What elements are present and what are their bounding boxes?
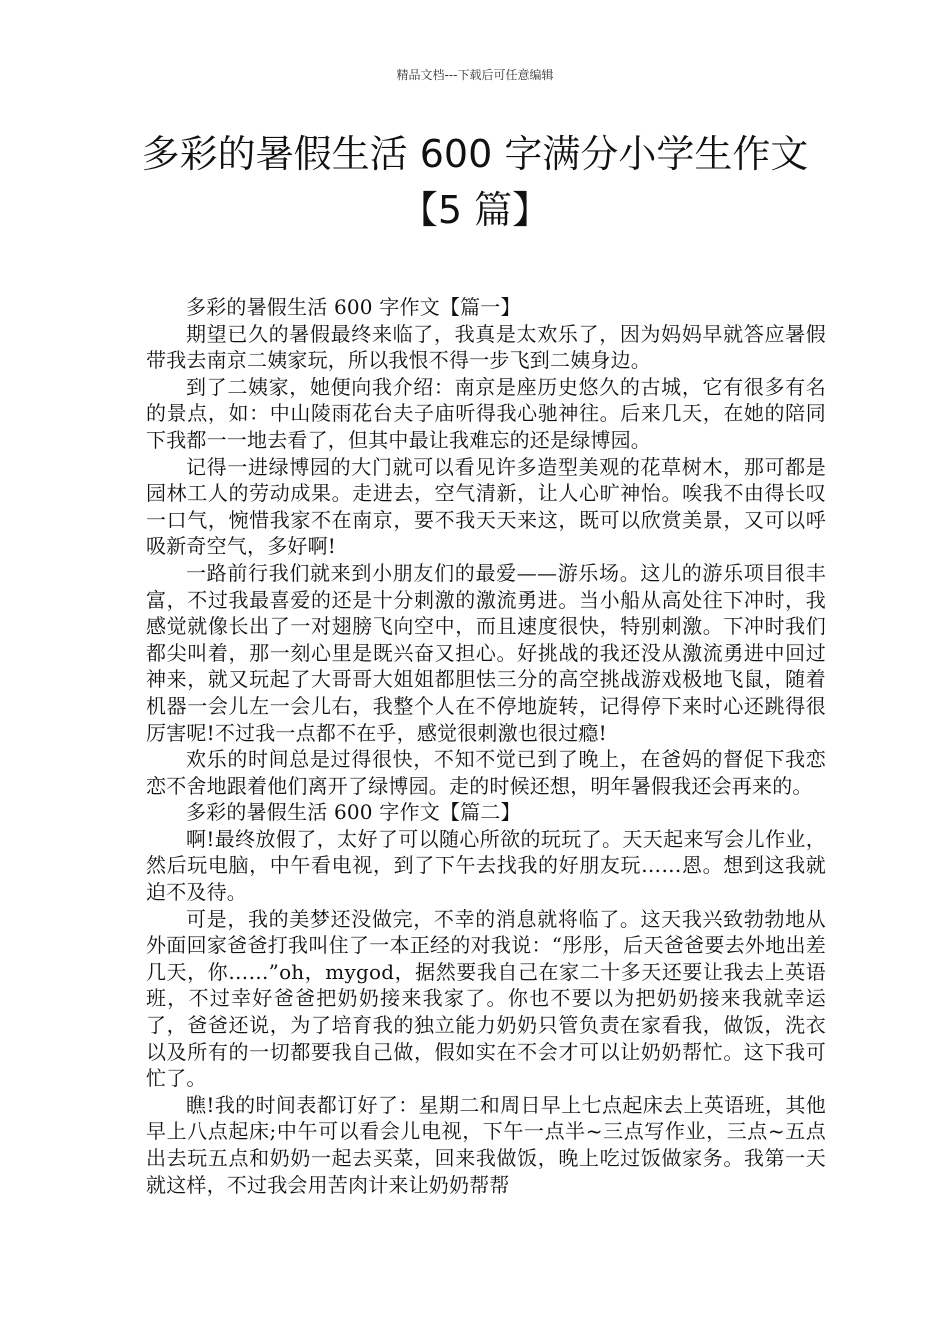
paragraph: 期望已久的暑假最终来临了，我真是太欢乐了，因为妈妈早就答应暑假带我去南京二姨家玩，所以我恨不得一步飞到二姨身边。 — [146, 321, 826, 373]
paragraph: 瞧!我的时间表都订好了：星期二和周日早上七点起床去上英语班，其他早上八点起床;中午可以看会儿电视，下午一点半~三点写作业，三点~五点出去玩五点和奶奶一起去买菜，回来我做饭，晚上吃过饭做家务。我第一天就这样，不过我会用苦肉计来让奶奶帮帮 — [146, 1092, 826, 1197]
article-body — [146, 294, 826, 1198]
section-heading: 多彩的暑假生活 600 字作文【篇二】 — [186, 800, 521, 825]
page-title — [0, 126, 950, 238]
paragraph: 欢乐的时间总是过得很快，不知不觉已到了晚上，在爸妈的督促下我恋恋不舍地跟着他们离开了绿博园。走的时候还想，明年暑假我还会再来的。 — [146, 747, 826, 798]
paragraph: 到了二姨家，她便向我介绍：南京是座历史悠久的古城，它有很多有名的景点，如：中山陵雨花台夫子庙听得我心驰神往。后来几天，在她的陪同下我都一一地去看了，但其中最让我难忘的还是绿博园。 — [146, 374, 826, 452]
paragraph: 一路前行我们就来到小朋友们的最爱——游乐场。这儿的游乐项目很丰富，不过我最喜爱的还是十分刺激的激流勇进。当小船从高处往下冲时，我感觉就像长出了一对翅膀飞向空中，而且速度很快，特别刺激。下冲时我们都尖叫着，那一刻心里是既兴奋又担心。好挑战的我还没从激流勇进中回过神来，就又玩起了大哥哥大姐姐都胆怯三分的高空挑战游戏极地飞鼠，随着机器一会儿左一会儿右，我整个人在不停地旋转，记得停下来时心还跳得很厉害呢!不过我一点都不在乎，感觉很刺激也很过瘾! — [146, 560, 826, 745]
title-line-2: 【5 篇】 — [399, 188, 551, 232]
title-line-1: 多彩的暑假生活 600 字满分小学生作文 — [141, 132, 809, 176]
paragraph: 啊!最终放假了，太好了可以随心所欲的玩玩了。天天起来写会儿作业，然后玩电脑，中午看电视，到了下午去找我的好朋友玩……恩。想到这我就迫不及待。 — [146, 826, 826, 905]
paragraph: 记得一进绿博园的大门就可以看见许多造型美观的花草树木，那可都是园林工人的劳动成果。走进去，空气清新，让人心旷神怡。唉我不由得长叹一口气，惋惜我家不在南京，要不我天天来这，既可以欣赏美景，又可以呼吸新奇空气，多好啊! — [146, 454, 826, 559]
header-note: 精品文档---下载后可任意编辑 — [396, 68, 554, 82]
section-heading: 多彩的暑假生活 600 字作文【篇一】 — [186, 295, 521, 319]
paragraph: 可是，我的美梦还没做完，不幸的消息就将临了。这天我兴致勃勃地从外面回家爸爸打我叫住了一本正经的对我说：“彤彤，后天爸爸要去外地出差几天，你……”oh，mygod，据然要我自己在家二十多天还要让我去上英语班，不过幸好爸爸把奶奶接来我家了。你也不要以为把奶奶接来我就幸运了，爸爸还说，为了培育我的独立能力奶奶只管负责在家看我，做饭，洗衣以及所有的一切都要我自己做，假如实在不会才可以让奶奶帮忙。这下我可忙了。 — [146, 906, 826, 1091]
